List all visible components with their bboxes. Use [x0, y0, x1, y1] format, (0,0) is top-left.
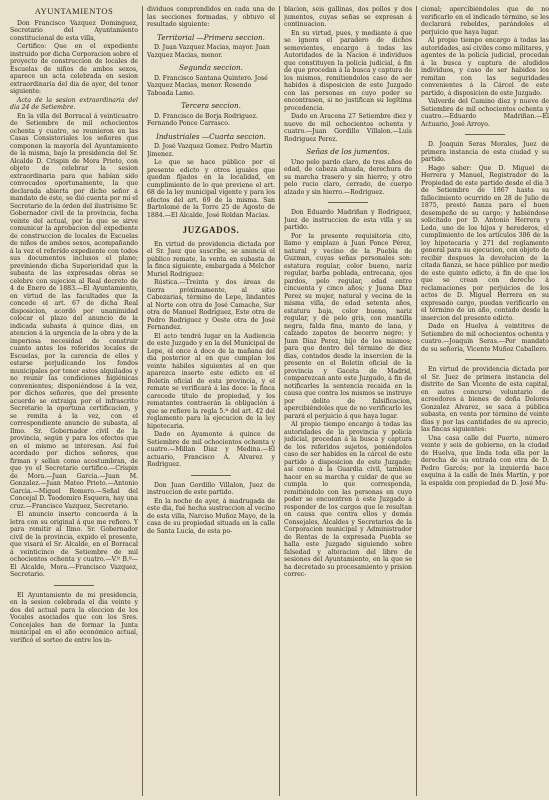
paragraph: En virtud de providencia dictada por el Sr. Juez de primera instancia del distrito de San Vicente de esta capital, en autos concurso voluntario de acreedores á bienes de doña Dolores Gonzalez Alvarez, se saca á pública subasta, en venta por término de veinte dias y por las cantidades de su aprecio, las fincas siguientes:: [421, 366, 549, 433]
section-heading-juzgados: JUZGADOS.: [182, 225, 240, 235]
paragraph: Don Juan Gordillo Villalon, Juez de instruccion de este partido.: [147, 481, 275, 496]
paragraph-title: Acta de la sesion extraordinaria del dia 24 de Setiembre.: [10, 96, 138, 111]
column-rule: [416, 6, 417, 796]
paragraph: Lo que se hace público por el presente edicto y otros iguales que quedan fijados en la localidad, en cumplimiento de lo que previene el art. 68 de la ley municipal vigente y para los efectos del art. 69 de la misma. San Bartolomé de la Torre 25 de Agosto de 1884.—El Alcalde, José Roldan Macias.: [147, 159, 275, 219]
section-subtitle: Territorial —Primera seccion.: [157, 32, 265, 42]
paragraph: Don Eduardo Madriñan y Rodriguez, Juez de instruccion de esta villa y su partido.: [284, 209, 412, 231]
paragraph: Por la presente requisitoria cito, llamo y emplazo á Juan Ponce Pérez, natural y vecino de la Puebla de Guzman, cuyas señas personales son: estatura regular, color bueno, nariz regular, barba poblada, entrecana, ojos pardos, pelo regular, edad entre cincuenta y cinco años; y Juana Diaz Perez su mujer, natural y vecina de la misma villa, de edad setenta años, estatura baja, color bueno, nariz regular, y de pelo gris, con mantilla negra, falda fina, manto de lana, y calzado zapatos de becerro negro; y Juan Diaz Perez, hijo de los mismos; para que dentro del término de diez dias, contados desde la insercion de la presente en el Boletín oficial de la provincia y Gaceta de Madrid, comparezcan ante este Juzgado, á fin de notificarles la sentencia recaida en la causa que contra los mismos se instruye por delito de falsificacion, apercibiéndoles que de no verificarlo les parará el perjuicio á que haya lugar.: [284, 232, 412, 420]
paragraph: En virtud de providencia dictada por el Sr. Juez que suscribe, se anuncia el público remate, la venta en subasta de la finca siguiente, embargada á Melchor Muriel Rodriguez:: [147, 240, 275, 278]
paragraph: D. Joaquin Seras Morales, Juez de primera instancia de esta ciudad y su partido.: [421, 141, 549, 163]
divider: [465, 134, 505, 135]
name-list: D. Francisco Santana Quintero. José Vazquez Macias, menor. Rosendo Taboada Lamo.: [147, 74, 268, 97]
paragraph: cional; apercibiéndoles que de no verificarlo en el indicado término, se les declarará rebeldes, parándoles el perjuicio que haya lugar.: [421, 6, 549, 36]
paragraph: Don Francisco Vazquez Dominguez, Secretario del Ayuntamiento constitucional de esta villa,: [10, 19, 138, 42]
paragraph: Al propio tiempo encargo á todas las autoridades, así civiles como militares, y agentes de la policía judicial, procedan á la busca y captura de aludidos individuos, y caso de ser habidos los remitan con las seguridades convenientes á la Cárcel de este partido, á disposicion de este Juzgado.: [421, 37, 549, 97]
divider: [465, 359, 505, 360]
paragraph: blacion, seis gallinas, dos pollos y dos jumentos, cuyas señas se expresan á continuacion.: [284, 6, 412, 28]
column-rule: [279, 6, 280, 796]
column-1: [10, 6, 138, 800]
paragraph: En la villa del Borracal á veinticuatro de Setiembre de mil ochocientos ochenta y cuatro, se reunieron en las Casas Consistoriales los señores que componen la mayoría del Ayuntamiento de la misma, bajo la presidencia del Sr. Alcalde D. Crispin de Mora Prieto, con objeto de celebrar la sesion extraordinaria para que habían sido convocados oportunamente, la que declarada abierta por dicho señor á mandato de éste, se dió cuenta por mí el Secretario de la órden del ilustrísimo Sr. Gobernador civil de la provincia, fecha veinte del actual, por la que se sirve comunicar la aprobacion del expediente de construccion de locales de Escuelas de niños de ambos sexos, acompañando á la vez el referido expediente con todos sus documentos inclusos el plano; previniendo dicha Superioridad que la subasta de las expresadas obras se celebre con sujecion al Real decreto de 4 de Enero de 1883.—El Ayuntamiento, en virtud de las facultades que la concede el art. 67 de dicha Real disposicion, acordó por unanimidad colocar el plazo del anuncio de la indicada subasta á quince dias, en atencion á la urgencia de la obra y de la imperiosa necesidad de construir cuanto antes los referidos locales de Escuelas, por la carencia de ellos y estarse perjudicando los fondos municipales por tener estos alquilados y no reunir las condiciones higiénicas convenientes; disponiéndose á la vez, por dichos señores, que del presente acuerdo se extraiga por el infrascrito Secretario la oportuna certificacion, y se remita á la vez, con el correspondiente anuncio de subasta, al Ilmo. Sr. Gobernador civil de la provincia, según y para los efectos que en el mismo se interesan. Así fué acordado por dichos señores, que firman y sellan como acostumbran, de que yo el Secretario certifico.—Crispin de Mora.—Juan Garcia.—Juan M. Gonzalez.—Juan Mateo Prieto.—Antonio Garcia.—Miguel Romero.—Señal del Concejal D. Teodomiro Esquera, hay una cruz.—Francisco Vazquez, Secretario.: [10, 112, 138, 510]
paragraph: El acto tendrá lugar en la Audiencia de este Juzgado y en la del Municipal de Lepe, el once á doce de la mañana del dia posterior al en que cumplan los veinte hábiles siguientes al en que aparezca inserto este edicto en el Boletín oficial de esta provincia, y el remate se verificará á las doce: la finca carecede título de propiedad, y los rematantes contraerán la obligación á que se refiere la regla 5.ª del art. 42 del reglamento para la ejecucion de la ley hipotecaria.: [147, 332, 275, 430]
name-list: D. Juan Vazquez Macias, mayor. Juan Vazquez Macias, menor.: [147, 44, 270, 59]
divider: [328, 202, 368, 203]
paragraph: El Ayuntamiento de mi presidencia, en la sesion celebrada el dia veinte y dos del actual para la eleccion de los Vocales asociados que con los Sres. Concejales han de formar la Junta municipal en el año económico actual, verificó el sorteo de entre los in-: [10, 591, 138, 644]
divider: [54, 585, 94, 586]
section-subtitle: Segunda seccion.: [179, 63, 243, 72]
paragraph: Valverde del Camino diez y nueve de Setiembre de mil ochocientos ochenta y cuatro.—Eduardo Madriñan.—El Actuario, José Arroyo.: [421, 98, 549, 128]
paragraph: Al propio tiempo encargo á todas las autoridades de la provincia y policía judicial, procedan á la busca y captura de los referidos sujetos, poniéndolos caso de ser habidos en la cárcel de este partido á disposicion de este Juzgado; así como á la Guardia civil, tambien hacer en su marcha y cuidar de que se cumpla lo que corresponda, remitiéndolo con las personas en cuyo poder se encuentren á este Juzgado á responder de los cargos que le resultan en causa que contra ellos y demás Consejales, Alcaldes y Secretarios de la Corporacion municipal y Administrador de Rentas de la expresada Puebla se halla este Juzgado siguiendo sobre falsedad y alteracion del libro de sesiones del Ayuntamiento, en la que se ha decretado su procesamiento y prision correc-: [284, 421, 412, 578]
section-subtitle: Tercera seccion.: [181, 101, 241, 110]
column-3: [284, 6, 412, 800]
paragraph: Una casa calle del Puerto, número veinte y seis de gobierno, en la ciudad de Huelva, que linda toda ella por la derecha de su entrada con otra de D. Pedro Garcés; por la izquierda hace esquina á la calle de Inés Martín, y por la espalda con propiedad de D. José Mu-: [421, 434, 549, 487]
column-4: [421, 6, 549, 800]
divider: [191, 475, 231, 476]
paragraph: dividuos comprendidos en cada una de las secciones formadas, y obtuvo el resultado siguiente:: [147, 6, 275, 28]
column-2: [147, 6, 275, 800]
paragraph: El anuncio inserto concuerda á la letra con su original á que me refiero. Y para remitir al Ilmo. Sr. Gobernador civil de la provincia, expido el presente, que visará el Sr. Alcalde, en el Borracal á veinticinco de Setiembre de mil ochocientos ochenta y cuatro.—V.º B.º—El Alcalde, Mora.—Francisco Vazquez, Secretario.: [10, 511, 138, 578]
paragraph: Uno pelo pardo claro, de tres años de edad, de cabeza ahuada, derechura de su marcha trasero y sin hierro; y otro pelo rucio claro, cerrado, de cuerpo alzado y sin hierro.—Rodriguez.: [284, 158, 412, 196]
name-list: D. Francisco de Borja Rodriguez. Fernando Ponce Carrasco.: [147, 112, 258, 127]
paragraph: En su virtud, pues, y mediante á que se ignora el paradero de dichos semovientes, encargo á todas las Autoridades de la Nacion é individuos que constituyen la policía judicial, á fin de que procedan á la busca y captura de los mismos, remitiendolos caso de ser habidos á disposicion de este Juzgado con las personas en cuyo poder se encontrasen, si no justifican su legítima procedencia.: [284, 29, 412, 112]
paragraph: Hago saber: Que D. Miguel de Herrera y Manuel, Registrador de la Propiedad de este partido desde el dia 3 de Setiembre de 1867 hasta su fallecimiento ocurrido en 28 de Julio de 1875, prestó fianza para el buen desempeño de su cargo; y habiéndose solicitado por D. Antonio Herrera y Ledo, uno de los hijos y herederos, el cumplimiento de los artículos 306 de la ley hipotecaria y 271 del reglamento general para su ejecucion, con objeto de recibir despues la devolucion de la citada fianza, se hace público por medio de este quinto edicto, á fin de que los que se crean con derecho á reclamaciones por perjuicios de los actos de D. Miguel Herrera en su expresado cargo, puedan verificarlo en el término de un año, contado desde la insercion del presente edicto.: [421, 164, 549, 322]
section-heading-ayuntamientos: AYUNTAMIENTOS: [34, 6, 114, 16]
name-list: D. José Vazquez Gomez. Pedro Martin Jimenez.: [147, 143, 273, 158]
section-subtitle: Industriales —Cuarta seccion.: [156, 131, 266, 141]
column-rule: [142, 6, 143, 796]
paragraph: Dado en Aracena 27 Setiembre diez y nueve de mil ochocientos ochenta y cuatro.—Juan Gordillo Villalon.—Luis Rodriguez Perez.: [284, 113, 412, 143]
paragraph: Dado en Huelva á veintitres de Setiembre de mil ochocientos ochenta y cuatro.—Joaquin Seras.—Por mandato de su señoría, Vicente Muñoz Caballero.: [421, 323, 549, 353]
paragraph: En la noche de ayer, á madrugada de este dia, fué hecha sustraccion al vecino de esta villa, Narciso Muñoz Mayo, de la casa de su propiedad situada en la calle de Santa Lucía, de esta po-: [147, 497, 275, 535]
paragraph: Rústica.—Treinta y dos áreas de tierra próximamente, al sitio Cabezarias, término de Lepe, lindantes al Norte con otra de José Camacho, Sur otra de Manuel Rodriguez, Este otra de Pedro Rodriguez y Oeste otra de José Fernandez.: [147, 279, 275, 331]
paragraph: Certifico: Que en el expediente instruido por dicha Corporacion sobre el proyecto de construccion de locales de Escuelas de niños de ambos sexos, aparece un acta celebrada en sesion extraordinaria del dia de ayer, del tenor siguiente:: [10, 43, 138, 95]
section-subtitle: Señas de los jumentos.: [306, 147, 390, 156]
paragraph: Dado en Ayamonte á quince de Setiembre de mil ochocientos ochenta y cuatro.—Millan Diaz y Medina.—El actuario, Francisco A. Alvarez y Rodriguez.: [147, 431, 275, 468]
